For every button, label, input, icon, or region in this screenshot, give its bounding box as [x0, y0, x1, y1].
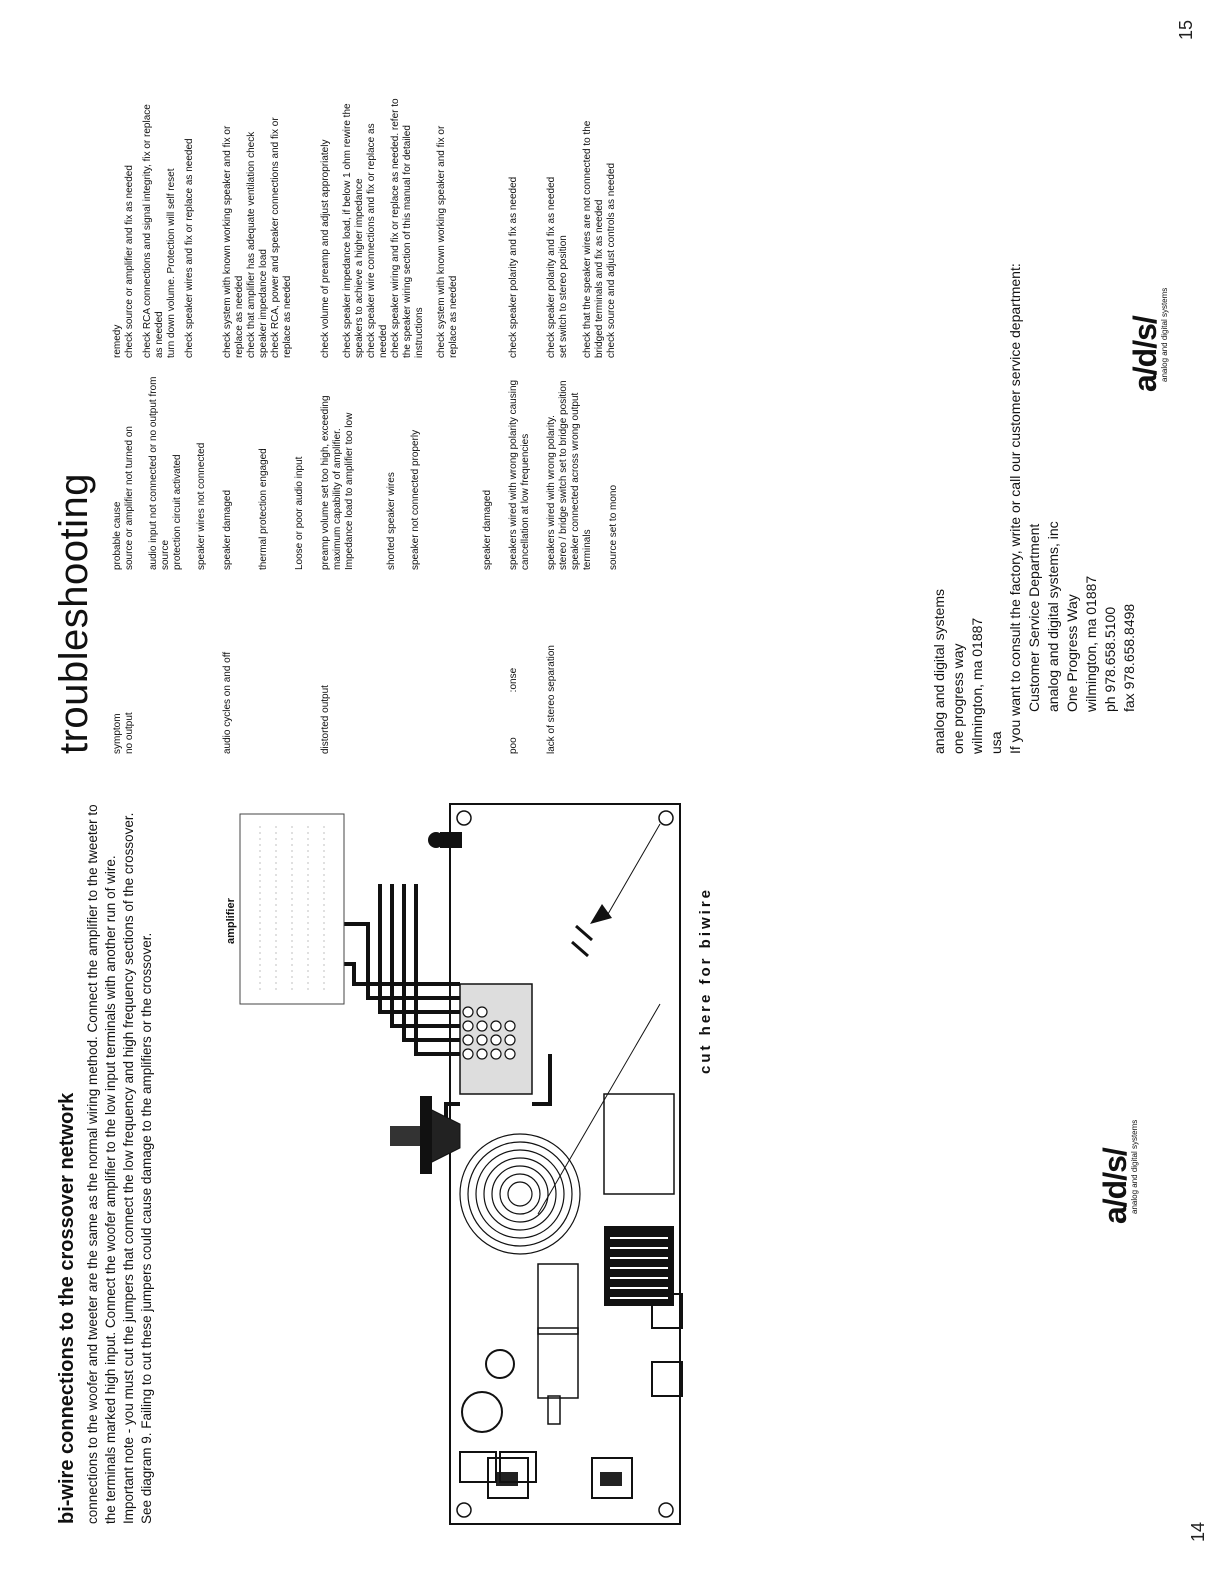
remedy-cell: check system with known working speaker and fix or replace as needed — [436, 125, 459, 358]
table-row — [546, 96, 620, 754]
remedy-cell: check system with known working speaker and fix or replace as needed — [222, 125, 245, 358]
cause-cell: Impedance load to amplifier too low — [344, 412, 355, 570]
cause-cell: audio input not connected or no output from source — [148, 376, 171, 570]
ads-logo — [1097, 1119, 1139, 1224]
header-remedy: remedy — [112, 324, 123, 358]
contact-line: One Progress Way — [1064, 594, 1080, 712]
symptom-cell: audio cycles on and off — [222, 651, 233, 754]
tweeter-icon — [428, 832, 462, 848]
page-number-14: 14 — [1188, 1521, 1208, 1542]
cut-here-label: cut here for biwire — [697, 886, 714, 1074]
ads-logo-tagline: analog and digital systems — [1160, 287, 1169, 382]
amplifier-label: amplifier — [225, 898, 237, 944]
cause-cell: source or amplifier not turned on — [124, 426, 135, 570]
cause-cell: source set to mono — [608, 484, 619, 570]
switch-lever-icon — [600, 1472, 622, 1486]
header-symptom: symptom — [112, 713, 123, 754]
cause-cell: thermal protection engaged — [258, 448, 269, 570]
ads-logo — [1127, 287, 1169, 392]
remedy-cell: check that the speaker wires are not connected to the bridged terminals and fix as needed — [582, 120, 605, 358]
troubleshooting-title: troubleshooting — [52, 472, 96, 754]
table-row — [320, 96, 494, 754]
ads-logo-mark: a/d/s/ — [1127, 316, 1163, 392]
cause-cell: speaker damaged — [222, 489, 233, 570]
remedy-cell: check speaker impedance load, if below 1 ohm rewire the speakers to achieve a higher impedance — [342, 103, 365, 358]
cause-cell: speaker wires not connected — [196, 442, 207, 570]
biwire-paragraph-1: connections to the woofer and tweeter are the same as the normal wiring method. Connect the amplifier to the tweeter to the terminals marked high input. Connect the woofer amplifier to the low input terminals with another run of wire. — [85, 804, 118, 1524]
cause-cell: preamp volume set too high, exceeding maximum capability of amplifier. — [320, 395, 343, 570]
remedy-cell: check source and adjust controls as needed — [606, 162, 617, 358]
cause-cell: Loose or poor audio input — [294, 456, 305, 570]
cause-cell: shorted speaker wires — [386, 472, 397, 570]
remedy-cell: check RCA, power and speaker connections and fix or replace as needed — [270, 117, 293, 358]
contact-phone: ph 978.658.5100 — [1102, 606, 1118, 712]
header-cause: probable cause — [112, 501, 123, 570]
biwire-body — [84, 804, 156, 1524]
remedy-cell: check speaker wires and fix or replace as needed — [184, 138, 195, 358]
symptom-cell: poo :onse — [508, 667, 519, 754]
address-line: wilmington, ma 01887 — [969, 617, 985, 754]
contact-line: wilmington, ma 01887 — [1083, 575, 1099, 712]
address-line: analog and digital systems — [931, 589, 947, 754]
table-row — [124, 96, 208, 754]
remedy-cell: check source or amplifier and fix as needed — [124, 165, 135, 358]
remedy-cell: set switch to stereo position — [558, 235, 569, 358]
remedy-cell: check volume of preamp and adjust appropriately — [320, 139, 331, 358]
crossover-wiring-diagram — [220, 804, 714, 1524]
page-number-15: 15 — [1176, 19, 1196, 40]
remedy-cell: check that amplifier has adequate ventilation check speaker impedance load — [246, 131, 269, 358]
troubleshooting-table — [112, 96, 620, 754]
cause-cell: speakers wired with wrong polarity. — [546, 415, 557, 570]
contact-fax: fax 978.658.8498 — [1121, 603, 1137, 712]
cause-cell: stereo / bridge switch set to bridge position — [558, 380, 569, 570]
symptom-cell: no output — [124, 712, 135, 754]
table-header-row — [112, 96, 124, 754]
contact-line: analog and digital systems, inc — [1045, 521, 1061, 712]
cause-cell: speakers wired with wrong polarity causing cancellation at low frequencies — [508, 379, 531, 570]
contact-intro: If you want to consult the factory, write or call our customer service department: — [1007, 263, 1023, 754]
remedy-cell: check speaker wiring and fix or replace as needed. refer to the speaker wiring section of this manual for detailed instructions — [390, 98, 425, 358]
table-row — [222, 96, 306, 754]
address-line: one progress way — [950, 643, 966, 754]
ads-logo-mark: a/d/s/ — [1097, 1148, 1133, 1224]
remedy-cell: check speaker polarity and fix as needed — [508, 176, 519, 358]
remedy-cell: check speaker polarity and fix as needed — [546, 176, 557, 358]
ads-logo-tagline: analog and digital systems — [1130, 1119, 1139, 1214]
symptom-cell: distorted output — [320, 685, 331, 754]
page-14 — [0, 792, 1224, 1584]
table-row — [508, 96, 532, 754]
cause-cell: speaker damaged — [482, 489, 493, 570]
remedy-cell: turn down volume. Protection will self reset — [166, 168, 177, 358]
amplifier-box — [240, 814, 344, 1004]
biwire-title: bi-wire connections to the crossover network — [56, 1092, 78, 1524]
address-line: usa — [988, 731, 1004, 754]
crossover-board — [450, 804, 680, 1524]
contact-address-block — [930, 34, 1139, 754]
contact-line: Customer Service Department — [1026, 523, 1042, 712]
cause-cell: speaker not connected properly — [410, 429, 421, 570]
remedy-cell: check RCA connections and signal integrity, fix or replace as needed — [142, 104, 165, 358]
symptom-cell: lack of stereo separation — [546, 645, 557, 754]
cause-cell: protection circuit activated — [172, 454, 183, 570]
cause-cell: speaker connected across wrong output terminals — [570, 392, 593, 570]
remedy-cell: check speaker wire connections and fix or replace as needed — [366, 123, 389, 358]
biwire-paragraph-2: Important note - you must cut the jumpers that connect the low frequency and high frequency sections of the crossover. See diagram 9. Failing to cut these jumpers could cause damage to the amplifiers or the crossover. — [121, 812, 154, 1524]
